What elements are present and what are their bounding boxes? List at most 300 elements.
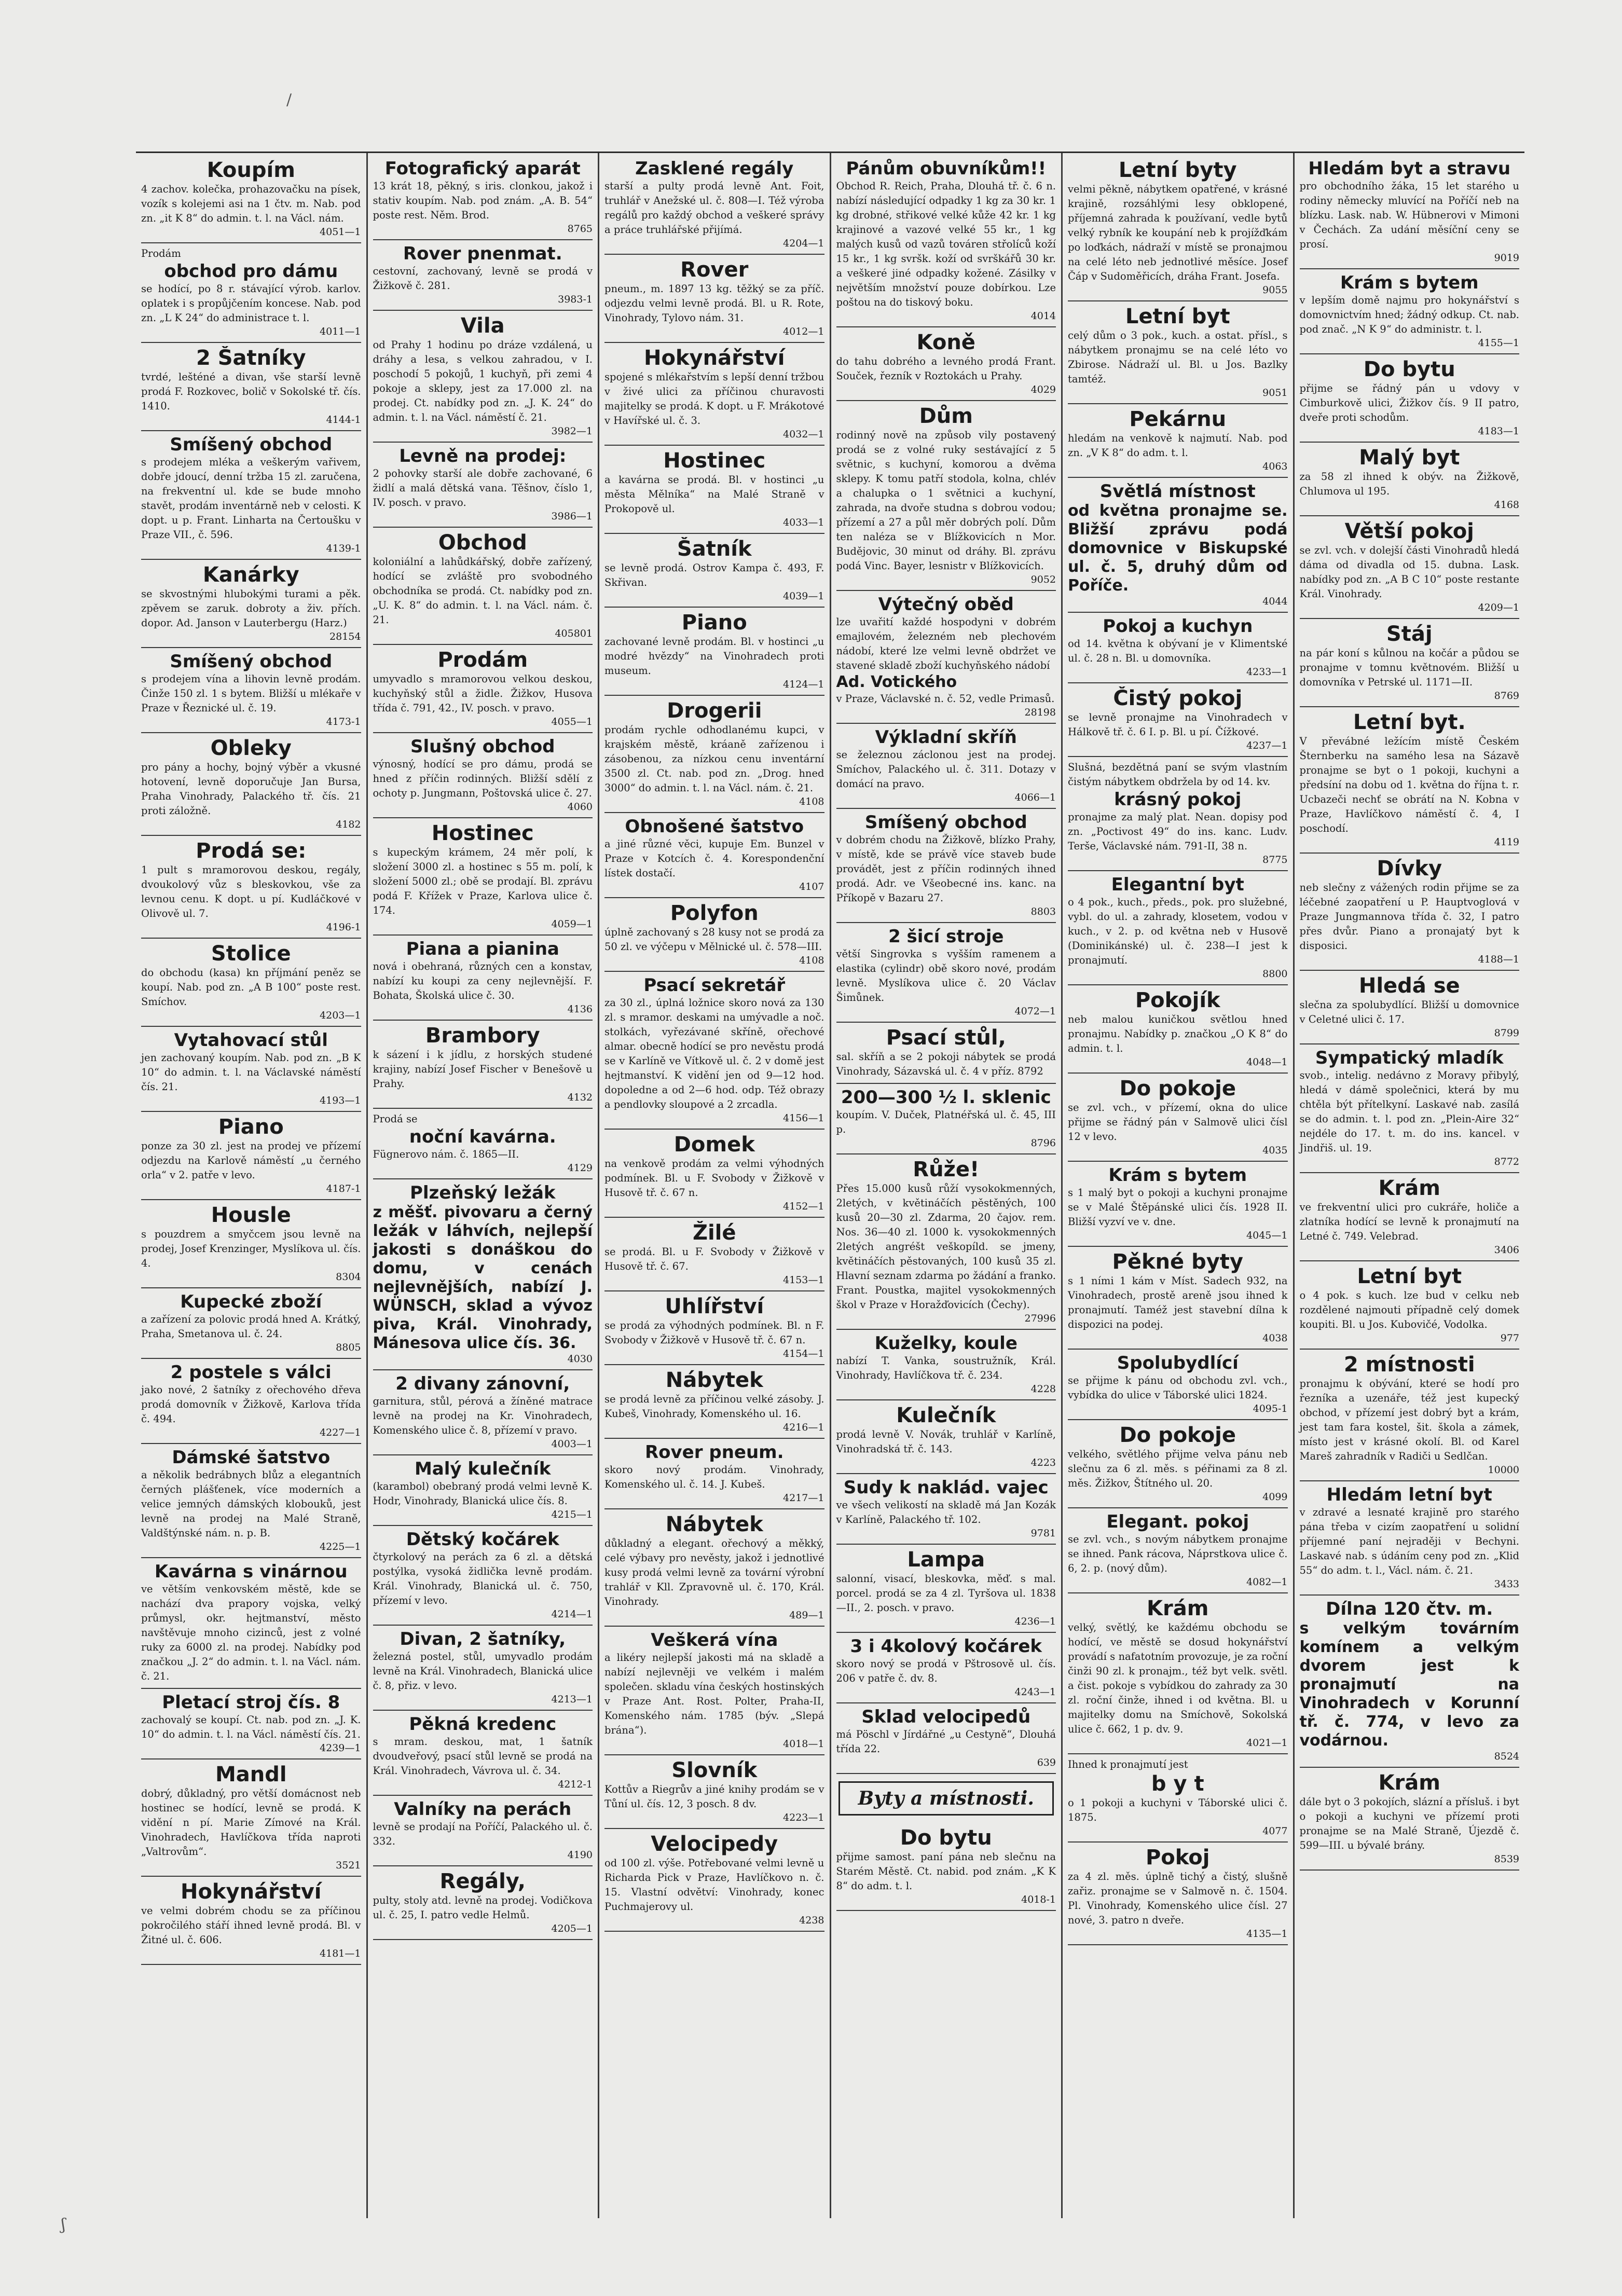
ad-title: Smíšený obchod xyxy=(170,434,333,455)
classified-ad xyxy=(604,1218,824,1291)
ad-text: se zvl. vch. v dolejší části Vinohradů hledá dáma od divadla od 15. dubna. Lask. nabídky pod zn. „A B C 10“ poste restante Král. Vinohrady. xyxy=(1299,544,1519,600)
classified-ad xyxy=(373,818,593,936)
ad-number: 4227—1 xyxy=(320,1427,361,1438)
ad-title: Kanárky xyxy=(202,563,299,587)
ad-title: Šatník xyxy=(677,537,752,561)
ad-number: 4051—1 xyxy=(320,226,361,238)
ad-title: Uhlířství xyxy=(665,1295,764,1318)
ad-text: pneum., m. 1897 13 kg. těžký se za příč. odjezdu velmi levně prodá. Bl. u R. Rote, Vinohrady, Tylovo nám. 31. xyxy=(604,283,824,324)
ad-number: 8772 xyxy=(1494,1156,1519,1167)
ad-number: 4188—1 xyxy=(1478,954,1519,965)
ad-text: se levně pronajme na Vinohradech v Hálkově tř. č. 6 I. p. Bl. u pí. Čížkové. xyxy=(1068,711,1288,738)
ad-number: 27996 xyxy=(1024,1313,1056,1324)
ad-text-after: v Praze, Václavské n. č. 52, vedle Primasů. xyxy=(836,693,1055,705)
classified-ad xyxy=(141,648,361,733)
ad-preface: Prodá se xyxy=(373,1113,418,1125)
ad-title: Větší pokoj xyxy=(1344,519,1474,543)
classified-ad xyxy=(836,401,1056,591)
ad-title: Kupecké zboží xyxy=(180,1291,322,1312)
ad-title: Hostinec xyxy=(431,821,534,845)
ad-number: 4018—1 xyxy=(783,1738,824,1750)
ad-number: 8805 xyxy=(336,1342,361,1353)
ad-number: 4132 xyxy=(567,1092,593,1103)
classified-ad xyxy=(141,155,361,243)
classified-ad xyxy=(604,534,824,608)
ad-text: čtyrkolový na perách za 6 zl. a dětská postýlka, vysoká židlička levně prodám. Král. Vinohrady, Blanická ul. č. 750, přízemí v levo. xyxy=(373,1551,593,1606)
classified-ad xyxy=(836,1703,1056,1774)
classified-ad xyxy=(141,1200,361,1288)
ad-title: Pokoj a kuchyn xyxy=(1103,616,1253,637)
classified-ad xyxy=(1300,443,1520,516)
classified-ad xyxy=(1300,1173,1520,1261)
ad-title: Psací stůl, xyxy=(886,1026,1006,1050)
classified-ad xyxy=(1300,1596,1520,1768)
ad-number: 4152—1 xyxy=(783,1201,824,1212)
classified-ad xyxy=(373,240,593,311)
ad-title: Vila xyxy=(460,314,505,338)
ad-title: Pokoj xyxy=(1145,1846,1210,1869)
ad-number: 639 xyxy=(1037,1757,1056,1768)
ad-text: od 100 zl. výše. Potřebované velmi levně u Richarda Pick v Praze, Havlíčkovo n. č. 15. Vlastní odvětví: Vinohrady, konec Puchmajerovy ul. xyxy=(604,1857,824,1913)
ad-title: Dětský kočárek xyxy=(406,1529,559,1550)
ad-text: tvrdé, lešténé a divan, vše starší levně prodá F. Rozkovec, bolič v Sokolské tř. čís. 1410. xyxy=(141,371,361,412)
ad-title: Hledá se xyxy=(1358,974,1460,998)
classified-ad xyxy=(373,1526,593,1626)
ad-text: ve větším venkovském městě, kde se nachází dva prapory vojska, velký průmysl, okr. hejtmanství, město navštěvuje mnoho cizinců, jest z volné ruky za 6000 zl. na prodej. Nabídky pod značkou „J. 2“ do admin. t. l. na Václ. nám. č. 21. xyxy=(141,1583,361,1682)
ad-text: o 4 pok. s kuch. lze bud v celku neb rozdělené najmouti případně celý domek koupiti. Bl. u Jos. Kubovičé, Vodolka. xyxy=(1299,1289,1519,1330)
column-6 xyxy=(1295,153,1525,2218)
ad-number: 4154—1 xyxy=(783,1348,824,1359)
classified-ad xyxy=(141,1027,361,1112)
ad-number: 4003—1 xyxy=(551,1438,593,1450)
ad-title: Housle xyxy=(211,1203,291,1227)
ad-title: Rover pnenmat. xyxy=(403,243,562,264)
classified-ad xyxy=(373,645,593,733)
ad-text: se prodá. Bl. u F. Svobody v Žižkově v Husově tř. č. 67. xyxy=(604,1246,824,1272)
ad-title: Kuželky, koule xyxy=(874,1333,1018,1354)
ad-title: Hokynářství xyxy=(180,1880,322,1904)
ad-number: 4108 xyxy=(799,955,824,966)
ad-title: Malý kulečník xyxy=(414,1459,551,1479)
classified-ad xyxy=(604,1439,824,1509)
ad-number: 8765 xyxy=(567,223,593,235)
ad-title: Stolice xyxy=(211,942,291,966)
ad-number: 4155—1 xyxy=(1478,337,1519,349)
ad-number: 3982—1 xyxy=(551,425,593,437)
classified-ad xyxy=(836,1330,1056,1400)
ad-text: úplně zachovaný s 28 kusy not se prodá za 50 zl. ve výčepu v Mělnické ul. č. 578—III. xyxy=(604,926,824,953)
ad-text-bold: od května pronajme se. Bližší zprávu podá domovnice v Biskupské ul. č. 5, druhý dům od Poříče. xyxy=(1068,502,1288,595)
ad-text: 4 zachov. kolečka, prohazovačku na písek, vozík s kolejemi asi na 1 čtv. m. Nab. pod zn. „it K 8“ do admin. t. l. na Václ. nám. xyxy=(141,183,361,224)
classified-ad xyxy=(141,1359,361,1444)
ad-title: 2 Šatníky xyxy=(196,346,306,370)
ad-text: ve všech velikostí na skladě má Jan Kozák v Karlíně, Palackého tř. 102. xyxy=(836,1499,1056,1525)
classified-ad xyxy=(141,733,361,836)
ad-title: Obnošené šatstvo xyxy=(625,816,804,837)
ad-title: krásný pokoj xyxy=(1114,789,1242,810)
ad-number: 4032—1 xyxy=(783,429,824,440)
ad-title: Krám xyxy=(1147,1597,1209,1620)
ad-title: Brambory xyxy=(425,1024,540,1048)
classified-ad xyxy=(373,155,593,240)
ad-number: 4237—1 xyxy=(1246,740,1288,751)
classified-ad xyxy=(836,1023,1056,1084)
ad-text: má Pöschl v Jírdářné „u Cestyně“, Dlouhá třída 22. xyxy=(836,1728,1056,1755)
classified-ad xyxy=(1300,516,1520,619)
ad-text: a kavárna se prodá. Bl. v hostinci „u města Mělníka“ na Malé Straně v Prokopově ul. xyxy=(604,474,824,515)
ad-text: se zvl. vch., s novým nábytkem pronajme se ihned. Pank rácova, Náprstkova ulice č. 6, 2. p. (nový dům). xyxy=(1068,1533,1288,1574)
ad-title: Stáj xyxy=(1386,622,1433,646)
classified-ad xyxy=(836,923,1056,1023)
ad-number: 8803 xyxy=(1030,906,1056,917)
ad-text: se prodá za výhodných podmínek. Bl. n F. Svobody v Žižkově v Husově tř. č. 67 n. xyxy=(604,1319,824,1346)
ad-title: Krám s bytem xyxy=(1340,272,1479,293)
ad-text: se zvl. vch., v přízemí, okna do ulice přijme se řádný pán v Salmově ulici čísl 12 v levo. xyxy=(1068,1102,1288,1143)
ad-title: Kulečník xyxy=(896,1404,996,1427)
classified-ad xyxy=(1068,613,1288,683)
ad-title: Letní byty xyxy=(1118,158,1237,182)
ad-text: Přes 15.000 kusů růží vysokokmenných, 2letých, v květináčích pěstěných, 100 kusů 20—30 zl. Zdarma, 20 čajov. rem. Nos. 36—40 zl. 1000 k. vysokokmenných 2letých angréšt veškopíld. se jmeny, květináčích pěstovaných, 100 kusů 35 zl. Hlavní seznam zdarma po žádání a franko. Frant. Poustka, majitel vysokokmenných škol v Praze v Horažďovicích (Čechy). xyxy=(836,1183,1056,1311)
ad-text: s pouzdrem a smyčcem jsou levně na prodej, Josef Krenzinger, Myslíkova ul. čís. 4. xyxy=(141,1228,361,1269)
classified-ad xyxy=(1068,404,1288,478)
classified-ad xyxy=(1068,1508,1288,1593)
ad-number: 4039—1 xyxy=(783,590,824,602)
ad-title: 2 místnosti xyxy=(1343,1353,1475,1377)
ad-number: 4108 xyxy=(799,796,824,807)
ad-title: Růže! xyxy=(913,1158,980,1181)
classified-ad xyxy=(604,1291,824,1365)
ad-number: 4181—1 xyxy=(320,1948,361,1959)
ad-text: větší Singrovka s vyšším ramenem a elastika (cylindr) obě skoro nové, prodám levně. Myslíkova ulice č. 20 Václav Šimůnek. xyxy=(836,948,1056,1003)
ad-text: skoro nový prodám. Vinohrady, Komenského ul. č. 14. J. Kubeš. xyxy=(604,1464,824,1490)
ad-number: 4168 xyxy=(1494,499,1519,511)
ad-number: 4196-1 xyxy=(326,922,361,933)
ad-title: Pěkná kredenc xyxy=(409,1714,557,1735)
ad-text: a zařízení za polovic prodá hned A. Krátký, Praha, Smetanova ul. č. 24. xyxy=(141,1313,361,1340)
classified-ad xyxy=(1300,1350,1520,1481)
ad-text: do obchodu (kasa) kn příjmání peněz se koupí. Nab. pod zn. „A B 100“ poste rest. Smíchov. xyxy=(141,967,361,1008)
ad-number: 4012—1 xyxy=(783,326,824,337)
ad-number: 4233—1 xyxy=(1246,666,1288,678)
ad-text: (karambol) obebraný prodá velmi levně K. Hodr, Vinohrady, Blanická ulice čís. 8. xyxy=(373,1480,593,1507)
ad-title: Dílna 120 čtv. m. xyxy=(1326,1599,1493,1619)
ad-text: hledám na venkově k najmutí. Nab. pod zn. „V K 8“ do adm. t. l. xyxy=(1068,432,1288,459)
ad-number: 4223 xyxy=(1030,1457,1056,1468)
ad-number: 8799 xyxy=(1494,1027,1519,1039)
ad-title: Do pokoje xyxy=(1119,1077,1236,1101)
classified-ad xyxy=(373,1455,593,1526)
ad-text: s 1 ními 1 kám v Míst. Sadech 932, na Vinohradech, prostě areně jsou ihned k pronajmutí. Taméž jest stavební dílna k dispozici na podej. xyxy=(1068,1275,1288,1330)
ad-text-bold: z měšť. pivovaru a černý ležák v láhvích, nejlepší jakosti s donáškou do domu, v cenách nejlevnějších, nabízí J. WÜNSCH, sklad a vývoz piva, Král. Vinohrady, Mánesova ulice čís. 36. xyxy=(373,1203,593,1352)
classified-ad xyxy=(373,936,593,1021)
ad-title: Levně na prodej: xyxy=(399,446,567,466)
ad-title: Prodám xyxy=(437,648,528,672)
ad-text: 1 pult s mramorovou deskou, regály, dvoukolový vůz s bleskovkou, vše za levnou cenu. K dopt. u pí. Kudláčkové v Olivově ul. 7. xyxy=(141,864,361,919)
classified-ad xyxy=(836,1823,1056,1911)
ad-number: 9051 xyxy=(1262,387,1288,398)
ad-number: 4030 xyxy=(567,1353,593,1365)
classified-ad xyxy=(604,813,824,898)
ad-number: 28198 xyxy=(1024,707,1056,718)
classified-ad xyxy=(836,1084,1056,1154)
ad-title: Smíšený obchod xyxy=(170,651,333,672)
ad-text: pronajmu k obývání, které se hodí pro řezníka a uzenáře, též jest kupecký obchod, v přízemí jest dobrý byt a krám, jest tam fara kostel, šit. škola a zámek, místo jest v krásné okolí. Bl. od Karel Mareš zahradník v Radiči u Sedlčan. xyxy=(1299,1378,1519,1462)
ad-text: k sázení i k jídlu, z horských studené krajiny, nabízí Josef Fischer v Benešově u Prahy. xyxy=(373,1049,593,1090)
ad-title: Piana a pianina xyxy=(406,939,559,959)
classified-ad xyxy=(1068,871,1288,985)
ad-title: Lampa xyxy=(907,1548,985,1572)
ad-number: 28154 xyxy=(329,631,361,642)
ad-title: Polyfon xyxy=(670,901,759,925)
ad-text: sal. skříň a se 2 pokoji nábytek se prodá Vinohrady, Sázavská ul. č. 4 v příz. 8792 xyxy=(836,1051,1056,1077)
ad-number: 4048—1 xyxy=(1246,1056,1288,1068)
classified-ad xyxy=(836,809,1056,923)
ad-title: Valníky na perách xyxy=(394,1799,572,1820)
ad-title: Kavárna s vinárnou xyxy=(154,1561,348,1582)
ad-text: s prodejem mléka a veškerým vařivem, dobře jdoucí, denní tržba 15 zl. zaručena, na frekventní ul. kde se bude mnoho stavět, prodám inventárně neb v celosti. K dopt. u p. Frant. Linharta na Čertoušku v Praze VII., č. 596. xyxy=(141,456,361,541)
ad-title: Velocipedy xyxy=(651,1832,778,1856)
ad-number: 4156—1 xyxy=(783,1112,824,1124)
classified-ad xyxy=(141,1877,361,1965)
classified-ad xyxy=(1068,1162,1288,1247)
ad-number: 4044 xyxy=(1262,596,1288,607)
classified-ad xyxy=(604,1365,824,1439)
ad-number: 4045—1 xyxy=(1246,1230,1288,1241)
classified-ad xyxy=(604,155,824,255)
ad-title: Hledám letní byt xyxy=(1326,1484,1492,1505)
ad-text: na venkově prodám za velmi výhodných podmínek. Bl. u F. Svobody v Žižkově v Husově tř. č. 67 n. xyxy=(604,1158,824,1199)
ad-title: Hokynářství xyxy=(643,346,785,370)
ad-text: zachovalý se koupí. Ct. nab. pod zn. „J. K. 10“ do admin. t. l. na Václ. náměstí čís. 21. xyxy=(141,1714,361,1740)
ad-title: b y t xyxy=(1151,1772,1204,1796)
ad-number: 4066—1 xyxy=(1014,792,1056,803)
ad-number: 10000 xyxy=(1488,1464,1519,1476)
classified-ad xyxy=(836,1400,1056,1474)
ad-title: Dámské šatstvo xyxy=(172,1447,331,1468)
page-mark-top: / xyxy=(286,91,292,109)
classified-ad xyxy=(604,898,824,972)
classified-ad xyxy=(1068,1754,1288,1843)
classified-ad xyxy=(373,1109,593,1179)
ad-title: Piano xyxy=(681,611,747,635)
ad-number: 8796 xyxy=(1030,1137,1056,1149)
classified-ad xyxy=(1068,985,1288,1074)
ad-text: na pár koní s kůlnou na kočár a půdou se pronajme v tomnu květnovém. Bližší u domovníka v Petrské ul. 1171—II. xyxy=(1299,647,1519,688)
column-4 xyxy=(831,153,1063,2218)
ad-number: 4063 xyxy=(1262,461,1288,472)
classified-ad xyxy=(1068,301,1288,404)
ad-title: Pletací stroj čís. 8 xyxy=(162,1692,340,1713)
ad-text: přijme se řádný pán u vdovy v Cimburkově ulici, Žižkov čís. 9 II patro, dveře proti schodům. xyxy=(1299,382,1519,423)
ad-text: o 4 pok., kuch., předs., pok. pro služebné, vybl. do ul. a zahrady, klosetem, vodou v kuch., v 2. p. od května neb v Husově (Dominikánské) ul. č. 238—I jest k pronajmutí. xyxy=(1068,896,1288,966)
ad-title: Nábytek xyxy=(665,1513,763,1536)
column-1 xyxy=(136,153,368,2218)
ad-title: Do bytu xyxy=(900,1826,992,1850)
ad-text: se hodící, po 8 r. stávající výrob. karlov. oplatek i s propůjčením koncese. Nab. pod zn. „L K 24“ do administrace t. l. xyxy=(141,283,361,324)
ad-number: 4059—1 xyxy=(551,918,593,930)
ad-text: svob., intelig. nedávno z Moravy přibylý, hledá v dámě společnici, která by mu chtěla být přítelkyní. Laskavé nab. zasílá se do admin. t. l. pod zn. „Plein-Aire 32“ nejdéle do 17. t. m. do ins. kancel. v Jindřiš. ul. 19. xyxy=(1299,1069,1519,1154)
ad-number: 4060 xyxy=(567,801,593,813)
ad-number: 4217—1 xyxy=(783,1492,824,1504)
ad-title: Plzeňský ležák xyxy=(409,1183,556,1203)
ad-text: neb slečny z vážených rodin přijme se za léčebné zaopatření u P. Hauptvoglová v Praze Jungmannova třída č. 32, I patro přes dvůr. Piano a pronajatý byt k disposici. xyxy=(1299,882,1519,952)
classified-ad xyxy=(836,1474,1056,1545)
classified-ad xyxy=(141,431,361,560)
ad-number: 3986—1 xyxy=(551,511,593,522)
classified-ad xyxy=(836,591,1056,724)
ad-title: Koně xyxy=(916,331,975,354)
ad-number: 4072—1 xyxy=(1014,1006,1056,1017)
ad-text: Fügnerovo nám. č. 1865—II. xyxy=(373,1148,519,1160)
classified-ad xyxy=(604,1755,824,1829)
classified-ad xyxy=(1068,1593,1288,1754)
ad-number: 4035 xyxy=(1262,1145,1288,1156)
ad-number: 8539 xyxy=(1494,1853,1519,1865)
ad-title: Čistý pokoj xyxy=(1113,686,1243,710)
ad-title: Prodá se: xyxy=(196,839,307,863)
ad-title: 200—300 ½ l. sklenic xyxy=(841,1087,1051,1108)
ad-title: Hledám byt a stravu xyxy=(1308,158,1511,179)
ad-text: za 30 zl., úplná ložnice skoro nová za 130 zl. s mramor. deskami na umývadle a noč. stolkách, vyřezávané skříně, ořechové almar. obecně hodící se pro nevěstu prodá se v Karlíně ve Vítkově ul. č. 2 v domě jest hejtmanství. K vidění jen od 9—12 hod. dopoledne a od 2—6 hod. odp. Též obrazy a pendlovky sloupové a 2 zrcadla. xyxy=(604,997,824,1110)
classified-ad xyxy=(604,255,824,343)
ad-number: 4216—1 xyxy=(783,1422,824,1433)
classified-ad xyxy=(1300,269,1520,354)
ad-number: 4099 xyxy=(1262,1491,1288,1503)
ad-text: důkladný a elegant. ořechový a měkký, celé výbavy pro nevěsty, jakož i jednotlivé kusy prodá velmi levně za tovární výrobní trahlář v Kll. Zpravovně ul. č. 170, Král. Vinohrady. xyxy=(604,1537,824,1607)
ad-number: 9055 xyxy=(1262,284,1288,296)
classified-ad xyxy=(373,1711,593,1796)
classified-ad xyxy=(141,836,361,939)
ad-text: velký, světlý, ke každému obchodu se hodící, ve městě se dosud hokynářství provádí s nafatotním provozuje, je za roční činži 90 zl. k pronajm., též byt velk. světl. a čist. pokoje s vybídkou do zahrady za 30 zl. roční činže, ihned i od května. Bl. u majitelky domu na Smíchově, Sokolská ulice č. 662, 1 p. dv. 9. xyxy=(1068,1621,1288,1735)
classified-ad xyxy=(1300,971,1520,1044)
column-3 xyxy=(599,153,831,2218)
ad-text: cestovní, zachovaný, levně se prodá v Žižkově č. 281. xyxy=(373,265,593,292)
ad-number: 4223—1 xyxy=(783,1812,824,1823)
ad-text: garnitura, stůl, pérová a žíněné matrace levně na prodej na Kr. Vinohradech, Komenského ulice č. 8, přízemí v pravo. xyxy=(373,1395,593,1436)
ad-title: Elegant. pokoj xyxy=(1106,1511,1249,1532)
ad-number: 4144-1 xyxy=(326,414,361,425)
ad-text: nová i obehraná, různých cen a konstav, nabízí ku koupi za ceny nejlevnější. F. Bohata, Školská ulice č. 30. xyxy=(373,960,593,1001)
classified-ad xyxy=(604,972,824,1130)
ad-text: 2 pohovky starší ale dobře zachované, 6 židlí a malá dětská vana. Těšnov, číslo 1, IV. posch. v pravo. xyxy=(373,468,593,508)
ad-title: noční kavárna. xyxy=(409,1126,556,1147)
ad-title: Krám s bytem xyxy=(1108,1165,1247,1186)
ad-text: a několik bedrábnych blůz a elegantních černých plášťenek, více moderních a velice jemných dámských klobouků, jest levně na prodej na Malé Straně, Valdštýnské nám. n. p. B. xyxy=(141,1469,361,1539)
ad-preface: Slušná, bezdětná paní se svým vlastním čistým nábytkem obdržela by od 14. kv. xyxy=(1068,761,1288,788)
classified-ad xyxy=(1300,1261,1520,1350)
column-5 xyxy=(1063,153,1295,2218)
ad-text: celý dům o 3 pok., kuch. a ostat. přísl., s nábytkem pronajmu se na celé léto vo Zbirose. Nádraží ul. Bl. u Jos. Bazlky tamtéž. xyxy=(1068,329,1288,385)
ad-number: 4193—1 xyxy=(320,1095,361,1106)
ad-title: Drogerii xyxy=(667,699,762,723)
classified-ad xyxy=(1068,1420,1288,1508)
ad-text: koloniální a lahůdkářský, dobře zařízený, hodící se zvláště pro svobodného obchodníka se prodá. Ct. nabídky pod zn. „U. K. 8“ do admin. t. l. na Václ. nám. č. 21. xyxy=(373,556,593,626)
classified-ad xyxy=(1068,155,1288,301)
classified-ad xyxy=(604,608,824,696)
ad-text: železná postel, stůl, umyvadlo prodám levně na Král. Vinohradech, Blanická ulice č. 8, přiz. v levo. xyxy=(373,1651,593,1692)
classified-ad xyxy=(604,343,824,446)
ad-text: v dobrém chodu na Žižkově, blízko Prahy, v místě, kde se právě více staveb bude provádět, jest z příčin rodinných ihned prodá. Adr. ve Všeobecné ins. kanc. na Příkopě v Bazaru 27. xyxy=(836,834,1056,904)
ad-title: Spolubydlící xyxy=(1117,1353,1239,1373)
classified-ad xyxy=(1300,354,1520,443)
ad-text: a likéry nejlepší jakosti má na skladě a nabízí nejlevněji ve velkém i malém společen. skladu vína českých hostinských v Praze Ant. Rost. Polter, Praha-II, Komenského nám. 1785 (býv. „Slepá brána“). xyxy=(604,1652,824,1736)
ad-text: v zdravé a lesnaté krajině pro starého pána třeba v cizím zaopatření u solidní příjemné paní nejraději v Bechyni. Laskavé nab. s údáním ceny pod zn. „Klid 55“ do adm. t. l., Václ. nám. č. 21. xyxy=(1299,1506,1519,1576)
ad-number: 9781 xyxy=(1030,1528,1056,1539)
classified-ad xyxy=(836,1154,1056,1330)
ad-text: skoro nový se prodá v Pštrosově ul. čís. 206 v patře č. dv. 8. xyxy=(836,1658,1056,1684)
ad-number: 4018-1 xyxy=(1021,1894,1056,1905)
ad-title: Smíšený obchod xyxy=(864,812,1027,833)
ad-text: za 58 zl ihned k obýv. na Žižkově, Chlumova ul 195. xyxy=(1299,471,1519,497)
column-2 xyxy=(368,153,600,2218)
ad-title: Sympatický mladík xyxy=(1315,1048,1504,1068)
ad-number: 4187-1 xyxy=(326,1183,361,1194)
ad-title: Letní byt. xyxy=(1353,710,1466,734)
ad-number: 3983-1 xyxy=(558,294,593,305)
classified-ad xyxy=(1068,1247,1288,1350)
ad-number: 405801 xyxy=(555,628,593,639)
ad-title: Psací sekretář xyxy=(643,975,786,996)
ad-text: v lepším domě najmu pro hokynářství s domovnictvím hned; žádný odkup. Ct. nab. pod znač. „N K 9“ do administr. t. l. xyxy=(1299,294,1519,335)
ad-text: rodinný nově na způsob vily postavený prodá se z volné ruky sestávající z 5 světnic, s kuchyní, komorou a dvěma sklepy. K tomu patří stodola, kolna, chlév a chalupka o 1 světnici a kuchyní, zahrada, na dvoře studna s dobrou vodou; přízemí a 27 a půl měr dobrých polí. Dům ten naléza se v Blížkovicích n Mor. Budějovic, 30 minut od dráhy. Bl. zprávu podá Vinc. Bayer, lesnistr v Blížkovicích. xyxy=(836,429,1056,572)
ad-text: neb malou kuničkou světlou hned pronajmu. Nabídky p. značkou „O K 8“ do admin. t. l. xyxy=(1068,1013,1288,1054)
classified-ad xyxy=(1300,1044,1520,1173)
ad-number: 4173-1 xyxy=(326,716,361,727)
ad-text: s mram. deskou, mat, 1 šatník dvoudveřový, psací stůl levně se prodá na Král. Vinohradech, Vávrova ul. č. 34. xyxy=(373,1736,593,1777)
ad-number: 4236—1 xyxy=(1014,1616,1056,1627)
ad-text: levně se prodají na Poříčí, Palackého ul. č. 332. xyxy=(373,1821,593,1847)
ad-title: Pekárnu xyxy=(1129,407,1227,431)
classified-ad xyxy=(1300,854,1520,971)
classified-ad xyxy=(836,155,1056,327)
classified-ad xyxy=(373,1796,593,1866)
ad-number: 4029 xyxy=(1030,384,1056,395)
classified-ad xyxy=(1068,1843,1288,1945)
ad-title: Krám xyxy=(1378,1771,1440,1795)
classified-ad xyxy=(604,1130,824,1218)
ad-title: Malý byt xyxy=(1359,446,1460,470)
ad-number: 4139-1 xyxy=(326,543,361,554)
ad-number: 4135—1 xyxy=(1246,1928,1288,1940)
ad-number: 489—1 xyxy=(789,1610,824,1621)
ad-text: slečna za spolubydlící. Bližší u domovnice v Celetné ulici č. 17. xyxy=(1299,999,1519,1025)
ad-number: 8769 xyxy=(1494,690,1519,702)
classified-ad xyxy=(1068,478,1288,613)
ad-title: Elegantní byt xyxy=(1111,874,1244,895)
classified-ad xyxy=(373,733,593,818)
ad-title: Zasklené regály xyxy=(635,158,794,179)
ad-text: jen zachovaný koupím. Nab. pod zn. „B K 10“ do admin. t. l. na Václavské náměstí čís. 21. xyxy=(141,1052,361,1093)
ad-number: 8775 xyxy=(1262,854,1288,865)
classified-ad xyxy=(141,1759,361,1877)
ad-title: Sudy k naklád. vajec xyxy=(843,1477,1049,1498)
ad-text: s prodejem vína a lihovin levně prodám. Činže 150 zl. 1 s bytem. Bližší u mlékaře v Praze v Řeznické ul. č. 19. xyxy=(141,673,361,714)
ad-text: ve velmi dobrém chodu se za příčinou pokročilého stáří ihned levně prodá. Bl. v Žitné ul. č. 606. xyxy=(141,1905,361,1946)
ad-text: velmi pěkně, nábytkem opatřené, v krásné krajině, rozsáhlými lesy obklopené, příjemná zahrada k používaní, vedle bytů velký rybník ke koupání neb k projížďkám po loďkách, nádraží v místě se pronajmou na celé léto neb jednotlivé měsíce. Josef Čáp v Sudoměřicích, dráha Frant. Josefa. xyxy=(1068,183,1288,282)
classified-columns xyxy=(136,152,1524,2218)
classified-ad xyxy=(604,1509,824,1627)
classified-ad xyxy=(604,1627,824,1755)
ad-text: pro obchodního žáka, 15 let starého u rodiny německy mluvící na Poříčí neb na blízku. Lask. nab. W. Hübnerovi v Mimoni v Čechách. Za udání měsíční ceny se prosí. xyxy=(1299,180,1519,250)
ad-number: 8304 xyxy=(336,1271,361,1283)
ad-number: 4107 xyxy=(799,881,824,892)
ad-number: 4243—1 xyxy=(1014,1686,1056,1698)
classified-ad xyxy=(373,443,593,528)
ad-number: 4153—1 xyxy=(783,1274,824,1286)
ad-text: jako nové, 2 šatníky z ořechového dřeva prodá domovník v Žižkově, Karlova třída č. 494. xyxy=(141,1384,361,1425)
ad-text: s kupeckým krámem, 24 měr polí, k složení 3000 zl. a hostinec s 55 m. polí, k složení 5000 zl.; obě se prodají. Bl. zprávu podá F. Křížek v Praze, Karlova ulice č. 174. xyxy=(373,846,593,916)
ad-title: obchod pro dámu xyxy=(164,261,338,282)
